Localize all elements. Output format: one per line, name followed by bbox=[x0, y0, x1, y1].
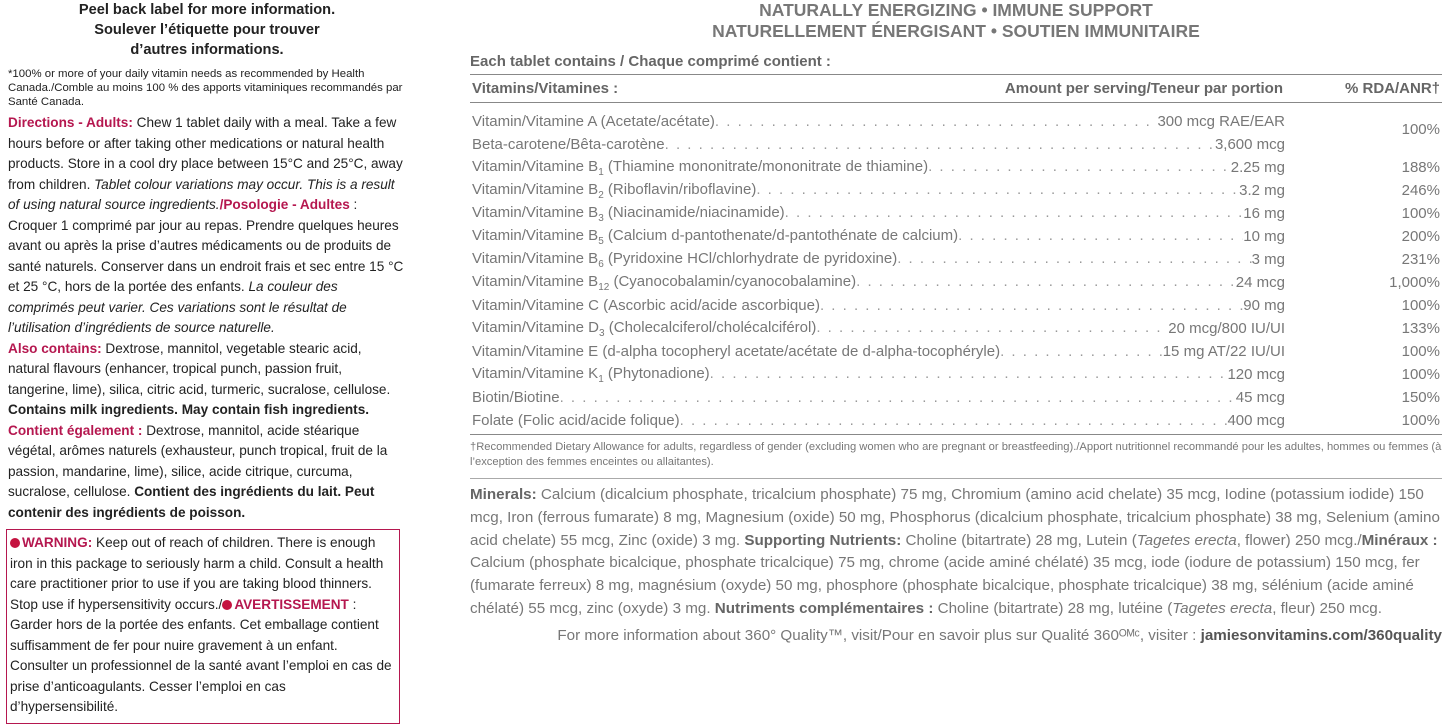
nutriments-text-2: , fleur) 250 mcg. bbox=[1272, 599, 1382, 617]
vitamin-row bbox=[470, 248, 1442, 271]
also-contains-text: Dextrose, mannitol, vegetable stearic acid, natural flavours (enhancer, tropical punch, passion fruit, tangerine, lime), silica, citric acid, turmeric, sucralose, cellulose. bbox=[8, 340, 391, 397]
vitamin-label bbox=[472, 250, 897, 270]
vitamin-label-source: (Pyridoxine HCl/chlorhydrate de pyridoxine) bbox=[603, 249, 898, 267]
vitamin-label-source: (Phytonadione) bbox=[603, 364, 710, 382]
vitamin-subscript: 6 bbox=[598, 258, 604, 270]
posologie-text: : Croquer 1 comprimé par jour au repas. Prendre quelques heures avant ou après la prise d’autres médicaments ou de produits de santé naturels. Conserver dans un endroit frais et sec entre 15 °C et 25 °C, hors de la portée des enfants. bbox=[8, 197, 404, 295]
vitamin-label-source: (Niacinamide/niacinamide) bbox=[603, 203, 785, 221]
col-amount: Amount per serving/Teneur par portion bbox=[1004, 80, 1283, 97]
avertissement-dot-icon bbox=[222, 600, 232, 610]
vitamin-subscript: 2 bbox=[598, 189, 604, 201]
vitamin-rda: 231% bbox=[1401, 251, 1440, 268]
minerals-text: Calcium (dicalcium phosphate, tricalcium phosphate) 75 mg, Chromium (amino acid chelate) 35 mcg, Iodine (potassium iodide) 150 mcg, Iron (ferrous fumarate) 8 mg, Magnesium (oxide) 50 mg, Phosphorus (dicalcium phosphate, tricalcium phosphate) 38 mg, Selenium (amino acid chelate) 55 mcg, Zinc (oxide) 3 mg. bbox=[470, 486, 1440, 549]
vitamin-rda: 100% bbox=[1401, 297, 1440, 314]
vitamin-subscript: 3 bbox=[599, 327, 605, 339]
vitamin-label-source: (Calcium d-pantothenate/d-pantothénate de calcium) bbox=[603, 226, 959, 244]
vitamin-label bbox=[472, 273, 856, 293]
vitamin-label-source: (Cyanocobalamin/cyanocobalamine) bbox=[609, 272, 857, 290]
nutriments-heading: Nutriments complémentaires : bbox=[714, 599, 934, 617]
vitamin-rda: 133% bbox=[1401, 320, 1440, 337]
vitamin-subscript: 1 bbox=[598, 373, 604, 385]
vitamin-label-main: Vitamin/Vitamine B bbox=[472, 157, 599, 175]
peel-line-3: d’autres informations. bbox=[130, 42, 284, 58]
vitamin-label-source: (Cholecalciferol/cholécalciférol) bbox=[604, 318, 817, 336]
avertissement-text: : Garder hors de la portée des enfants. Cet emballage contient suffisamment de fer pour nuire gravement à un enfant. Consulter un professionnel de la santé avant l’emploi en cas de prise d’anticoagulants. Cesser l’emploi en cas d’hypersensibilité. bbox=[10, 596, 392, 715]
posologie-italic: La couleur des comprimés peut varier. Ces variations sont le résultat de l’utilisation d’ingrédients de source naturelle. bbox=[8, 279, 347, 336]
vitamin-name bbox=[470, 250, 1252, 270]
vitamin-label-main: Vitamin/Vitamine B bbox=[472, 180, 599, 198]
vitamin-row bbox=[470, 156, 1442, 179]
vitamin-label bbox=[472, 297, 820, 314]
vitamin-rda: 100% bbox=[1401, 205, 1440, 222]
vitamin-table-header bbox=[470, 75, 1442, 103]
vitamin-name bbox=[470, 113, 1157, 130]
right-panel bbox=[470, 0, 1442, 644]
vitamin-name bbox=[470, 389, 1236, 406]
vitamin-label-main: Vitamin/Vitamine B bbox=[472, 272, 599, 290]
warning-dot-icon bbox=[10, 538, 20, 548]
table-divider bbox=[470, 434, 1442, 435]
vitamin-rda: 100% bbox=[1401, 412, 1440, 429]
vitamin-label bbox=[472, 319, 816, 339]
dot-leader bbox=[816, 319, 1168, 339]
vitamin-rda: 1,000% bbox=[1389, 274, 1440, 291]
contient-bold: Contient des ingrédients du lait. Peut contenir des ingrédients de poisson. bbox=[8, 484, 375, 520]
directions-text: Chew 1 tablet daily with a meal. Take a few hours before or after taking other medications or natural health products. Store in a cool dry place between 15°C and 25°C, away from children. bbox=[8, 115, 403, 192]
vitamin-row bbox=[470, 271, 1442, 294]
directions-italic: Tablet colour variations may occur. This is a result of using natural source ingredients. bbox=[8, 176, 395, 213]
dot-leader bbox=[715, 113, 1158, 130]
vitamin-label bbox=[472, 227, 958, 247]
tagetes-en: Tagetes erecta bbox=[1136, 531, 1237, 549]
vitamin-row bbox=[470, 294, 1442, 317]
vitamin-label bbox=[472, 343, 1000, 360]
vitamin-amount: 20 mcg/800 IU/UI bbox=[1168, 320, 1285, 337]
dot-leader bbox=[785, 204, 1244, 224]
vitamin-name bbox=[470, 365, 1227, 385]
mineraux-text: Calcium (phosphate bicalcique, phosphate tricalcique) 75 mg, chrome (acide aminé chélaté) 35 mcg, iode (iodure de potassium) 150 mcg, fer (fumarate ferreux) 8 mg, magnésium (oxyde) 50 mg, phosphore (phosphate bicalcique, phosphate tricalcique) 38 mg, sélénium (acide aminé chélaté) 55 mcg, zinc (oxyde) 3 mg. bbox=[470, 554, 1420, 617]
tagetes-fr: Tagetes erecta bbox=[1172, 599, 1273, 617]
peel-line-2: Soulever l’étiquette pour trouver bbox=[94, 22, 320, 38]
peel-line-1: Peel back label for more information. bbox=[78, 2, 336, 18]
vitamin-label-main: Folate (Folic acid/acide folique) bbox=[472, 412, 680, 429]
dot-leader bbox=[856, 273, 1236, 293]
vitamin-subscript: 12 bbox=[598, 281, 610, 293]
dot-leader bbox=[897, 250, 1251, 270]
also-contains-heading: Also contains: bbox=[8, 340, 102, 356]
vitamin-rda: 100% bbox=[1401, 343, 1440, 360]
quality-link[interactable]: jamiesonvitamins.com/360quality bbox=[1200, 626, 1442, 644]
vitamin-amount: 300 mcg RAE/EAR bbox=[1157, 113, 1285, 130]
vitamin-row bbox=[470, 409, 1442, 432]
vitamin-label-main: Vitamin/Vitamine B bbox=[472, 203, 599, 221]
vitamin-label-main: Vitamin/Vitamine C (Ascorbic acid/acide ascorbique) bbox=[472, 297, 820, 314]
banner-french: NATURELLEMENT ÉNERGISANT • SOUTIEN IMMUNITAIRE bbox=[712, 21, 1200, 41]
vitamin-subscript: 1 bbox=[598, 166, 604, 178]
vitamin-name bbox=[470, 227, 1243, 247]
dot-leader bbox=[820, 297, 1243, 314]
also-contains-section bbox=[8, 339, 406, 421]
vitamin-label bbox=[472, 136, 665, 153]
supporting-heading: Supporting Nutrients: bbox=[744, 531, 902, 549]
col-rda: % RDA/ANR† bbox=[1344, 80, 1440, 97]
vitamin-label-source: (Thiamine mononitrate/mononitrate de thiamine) bbox=[603, 157, 929, 175]
vitamin-row bbox=[470, 202, 1442, 225]
vitamin-label-main: Biotin/Biotine bbox=[472, 389, 560, 406]
vitamin-amount: 24 mcg bbox=[1235, 274, 1285, 291]
vitamin-amount: 3.2 mg bbox=[1239, 182, 1285, 199]
vitamin-subscript: 3 bbox=[598, 212, 604, 224]
vitamin-label-source: (Riboflavin/riboflavine) bbox=[603, 180, 757, 198]
vitamin-label-main: Beta-carotene/Bêta-carotène bbox=[472, 136, 665, 153]
nutriments-text: Choline (bitartrate) 28 mg, lutéine ( bbox=[933, 599, 1173, 617]
vitamin-amount: 3,600 mcg bbox=[1214, 136, 1285, 153]
vitamin-name bbox=[470, 136, 1215, 153]
vitamin-amount: 400 mcg bbox=[1227, 412, 1285, 429]
directions-section bbox=[8, 113, 406, 339]
warning-text: Keep out of reach of children. There is enough iron in this package to seriously harm a child. Consult a health care practitioner prior to use if you are taking blood thinners. Stop use if hypersensitivity occurs./ bbox=[10, 535, 384, 612]
health-canada-note: *100% or more of your daily vitamin needs as recommended by Health Canada./Comble au moins 100 % des apports vitaminiques recommandés par Santé Canada. bbox=[8, 68, 403, 108]
warning-box bbox=[6, 529, 400, 724]
vitamin-label-main: Vitamin/Vitamine K bbox=[472, 364, 599, 382]
vitamin-label bbox=[472, 412, 680, 429]
vitamin-amount: 3 mg bbox=[1251, 251, 1285, 268]
banner bbox=[470, 0, 1442, 42]
col-vitamins: Vitamins/Vitamines : bbox=[472, 80, 619, 97]
vitamin-label bbox=[472, 389, 560, 406]
vitamin-row bbox=[470, 225, 1442, 248]
dot-leader bbox=[665, 136, 1215, 153]
vitamin-amount: 90 mg bbox=[1243, 297, 1285, 314]
rda-footnote: †Recommended Dietary Allowance for adults, regardless of gender (excluding women who are pregnant or breastfeeding)./Apport nutritionnel recommandé pour les adultes, hommes ou femmes (à l’exception des femmes enceintes ou allaitantes). bbox=[470, 441, 1442, 468]
vitamin-label bbox=[472, 204, 785, 224]
vitamin-label-main: Vitamin/Vitamine A (Acetate/acétate) bbox=[472, 113, 715, 130]
avertissement-heading: AVERTISSEMENT bbox=[234, 596, 349, 612]
vitamin-label bbox=[472, 365, 710, 385]
vitamin-rda: 100% bbox=[1401, 121, 1440, 138]
peel-back-notice bbox=[8, 0, 406, 60]
also-contains-bold: Contains milk ingredients. May contain fish ingredients. bbox=[8, 402, 370, 418]
vitamin-label-main: Vitamin/Vitamine E (d-alpha tocopheryl acetate/acétate de d-alpha-tocophéryle) bbox=[472, 343, 1001, 360]
vitamin-name bbox=[470, 319, 1168, 339]
vitamin-row bbox=[470, 386, 1442, 409]
vitamin-rda: 188% bbox=[1401, 159, 1440, 176]
vitamin-amount: 15 mg AT/22 IU/UI bbox=[1162, 343, 1285, 360]
supporting-text-2: , flower) 250 mcg./ bbox=[1236, 531, 1362, 549]
supporting-text: Choline (bitartrate) 28 mg, Lutein ( bbox=[901, 531, 1137, 549]
minerals-heading: Minerals: bbox=[470, 486, 537, 503]
vitamin-subscript: 5 bbox=[598, 235, 604, 247]
vitamin-row bbox=[470, 363, 1442, 386]
vitamin-label-main: Vitamin/Vitamine B bbox=[472, 226, 599, 244]
vitamin-rda: 100% bbox=[1401, 366, 1440, 383]
vitamin-label-main: Vitamin/Vitamine D bbox=[472, 318, 600, 336]
dot-leader bbox=[958, 227, 1243, 247]
contient-section bbox=[8, 421, 406, 524]
directions-heading: Directions - Adults: bbox=[8, 115, 133, 131]
dot-leader bbox=[1000, 343, 1163, 360]
each-tablet-heading: Each tablet contains / Chaque comprimé contient : bbox=[470, 53, 1442, 75]
vitamin-table bbox=[470, 110, 1442, 432]
vitamin-name bbox=[470, 412, 1227, 429]
mineraux-heading: Minéraux : bbox=[1361, 531, 1438, 549]
contient-text: Dextrose, mannitol, acide stéarique végétal, arômes naturels (exhausteur, punch tropical, fruit de la passion, mandarine, lime), silice, acide citrique, curcuma, sucralose, cellulose. bbox=[8, 422, 388, 500]
contient-heading: Contient également : bbox=[8, 422, 143, 438]
more-info-line bbox=[470, 627, 1442, 644]
vitamin-rda: 246% bbox=[1401, 182, 1440, 199]
vitamin-amount: 2.25 mg bbox=[1230, 159, 1285, 176]
vitamin-name bbox=[470, 158, 1231, 178]
vitamin-row bbox=[470, 340, 1442, 363]
vitamin-name bbox=[470, 204, 1243, 224]
vitamin-name bbox=[470, 297, 1243, 314]
posologie-heading: /Posologie - Adultes bbox=[219, 197, 350, 213]
vitamin-label bbox=[472, 158, 928, 178]
vitamin-label bbox=[472, 181, 756, 201]
more-info-text: For more information about 360° Quality™, visit/Pour en savoir plus sur Qualité 360ᴼᴹᶜ, visiter : bbox=[557, 626, 1201, 644]
dot-leader bbox=[928, 158, 1231, 178]
vitamin-name bbox=[470, 273, 1236, 293]
vitamin-rda: 200% bbox=[1401, 228, 1440, 245]
vitamin-label-main: Vitamin/Vitamine B bbox=[472, 249, 599, 267]
vitamin-amount: 16 mg bbox=[1243, 205, 1285, 222]
vitamin-rda: 150% bbox=[1401, 389, 1440, 406]
vitamin-name bbox=[470, 181, 1239, 201]
left-panel bbox=[8, 0, 406, 724]
vitamin-amount: 45 mcg bbox=[1235, 389, 1285, 406]
minerals-section bbox=[470, 478, 1442, 621]
vitamin-amount: 10 mg bbox=[1243, 228, 1285, 245]
vitamin-amount: 120 mcg bbox=[1227, 366, 1285, 383]
dot-leader bbox=[756, 181, 1239, 201]
banner-english: NATURALLY ENERGIZING • IMMUNE SUPPORT bbox=[759, 0, 1153, 20]
dot-leader bbox=[560, 389, 1236, 406]
vitamin-row bbox=[470, 317, 1442, 340]
dot-leader bbox=[680, 412, 1228, 429]
dot-leader bbox=[710, 365, 1228, 385]
vitamin-label bbox=[472, 113, 715, 130]
warning-heading: WARNING: bbox=[22, 535, 93, 551]
vitamin-name bbox=[470, 343, 1163, 360]
vitamin-row bbox=[470, 179, 1442, 202]
